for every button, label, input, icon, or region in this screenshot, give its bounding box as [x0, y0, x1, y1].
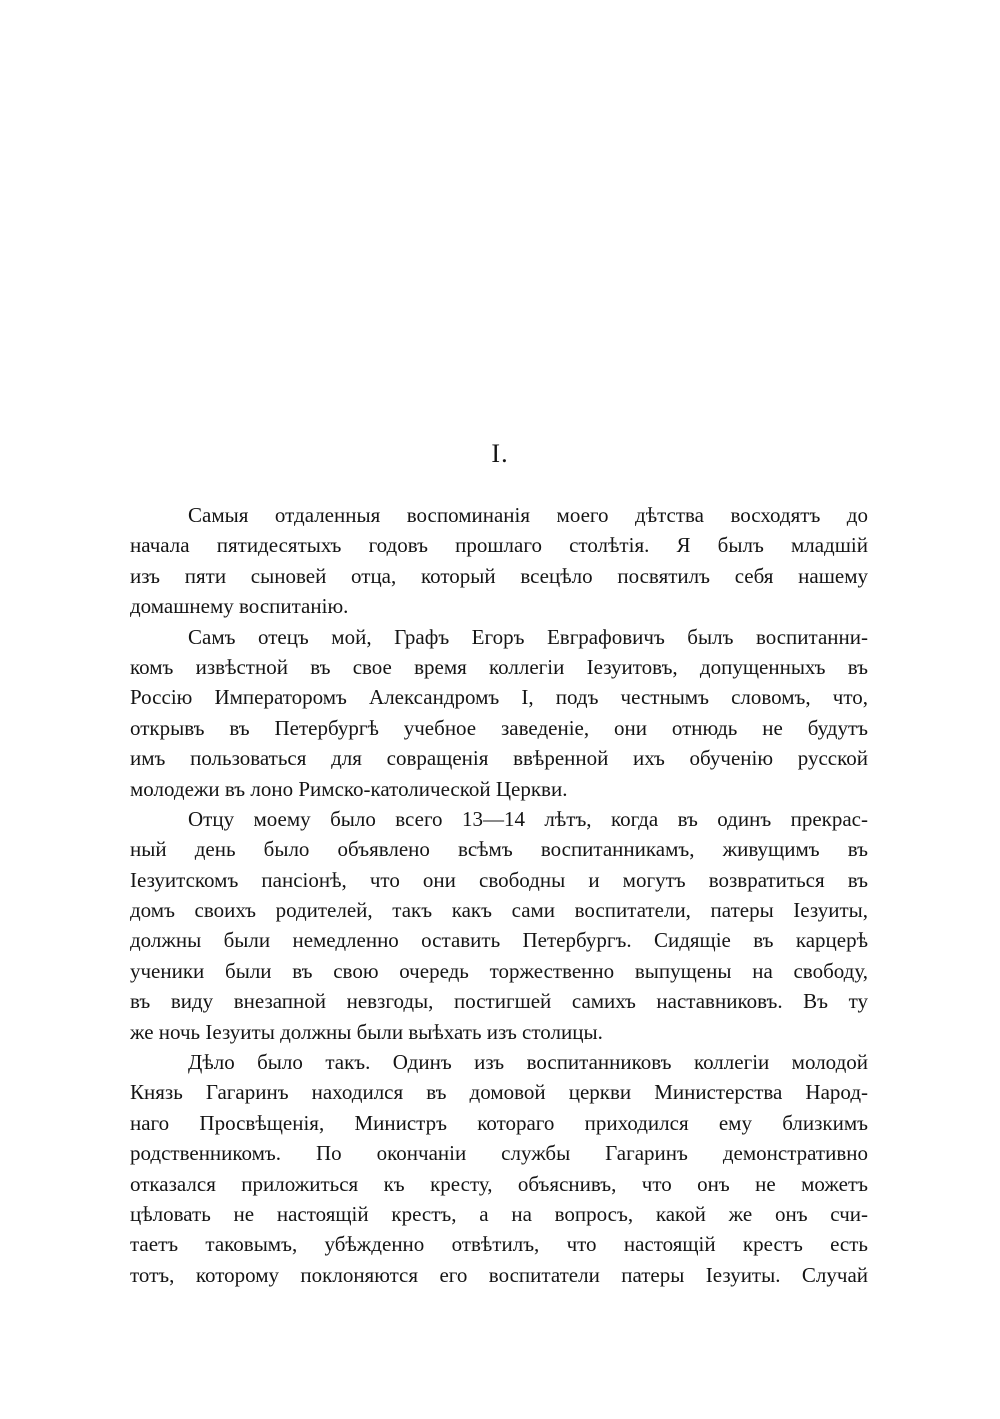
paragraph-2: [130, 622, 868, 804]
paragraph-1: [130, 500, 868, 622]
text-line: цѣловать не настоящій крестъ, а на вопросъ, какой же онъ счи-: [130, 1201, 868, 1226]
text-line: же ночь Іезуиты должны были выѣхать изъ столицы.: [130, 1019, 603, 1044]
text-line: тотъ, которому поклоняются его воспитатели патеры Іезуиты. Случай: [130, 1262, 868, 1287]
text-line: молодежи въ лоно Римско-католической Церкви.: [130, 776, 568, 801]
text-line: въ виду внезапной невзгоды, постигшей самихъ наставниковъ. Въ ту: [130, 989, 868, 1014]
text-line: таетъ таковымъ, убѣжденно отвѣтилъ, что настоящій крестъ есть: [130, 1232, 868, 1257]
paragraph-3: [130, 804, 868, 1047]
text-line: Князь Гагаринъ находился въ домовой церкви Министерства Народ-: [130, 1080, 868, 1105]
paragraph-4: [130, 1047, 868, 1290]
text-line: наго Просвѣщенія, Министръ котораго приходился ему близкимъ: [130, 1110, 868, 1135]
text-line: Самъ отецъ мой, Графъ Егоръ Евграфовичъ былъ воспитанни-: [188, 624, 868, 649]
text-line: ный день было объявлено всѣмъ воспитанникамъ, живущимъ въ: [130, 837, 868, 862]
body-text: [130, 500, 868, 1290]
text-line: Отцу моему было всего 13—14 лѣтъ, когда въ одинъ прекрас-: [188, 806, 868, 831]
text-line: Дѣло было такъ. Одинъ изъ воспитанниковъ коллегіи молодой: [188, 1050, 868, 1075]
text-line: домъ своихъ родителей, такъ какъ сами воспитатели, патеры Іезуиты,: [130, 898, 868, 923]
text-line: домашнему воспитанію.: [130, 594, 349, 619]
text-line: изъ пяти сыновей отца, который всецѣло посвятилъ себя нашему: [130, 563, 868, 588]
text-line: родственникомъ. По окончаніи службы Гагаринъ демонстративно: [130, 1141, 868, 1166]
text-line: отказался приложиться къ кресту, объяснивъ, что онъ не можетъ: [130, 1171, 868, 1196]
chapter-number: I.: [491, 439, 509, 468]
text-line: имъ пользоваться для совращенія ввѣренной ихъ обученію русской: [130, 746, 868, 771]
text-line: комъ извѣстной въ свое время коллегіи Іезуитовъ, допущенныхъ въ: [130, 654, 868, 679]
text-line: Самыя отдаленныя воспоминанія моего дѣтства восходятъ до: [188, 503, 868, 527]
text-line: должны были немедленно оставить Петербургъ. Сидящіе въ карцерѣ: [130, 928, 868, 953]
text-line: открывъ въ Петербургѣ учебное заведеніе, они отнюдь не будутъ: [130, 715, 868, 740]
text-line: начала пятидесятыхъ годовъ прошлаго столѣтія. Я былъ младшій: [130, 533, 868, 558]
text-line: Россію Императоромъ Александромъ I, подъ честнымъ словомъ, что,: [130, 685, 868, 710]
text-line: ученики были въ свою очередь торжественно выпущены на свободу,: [130, 958, 868, 983]
text-line: Іезуитскомъ пансіонѣ, что они свободны и могутъ возвратиться въ: [130, 867, 868, 892]
